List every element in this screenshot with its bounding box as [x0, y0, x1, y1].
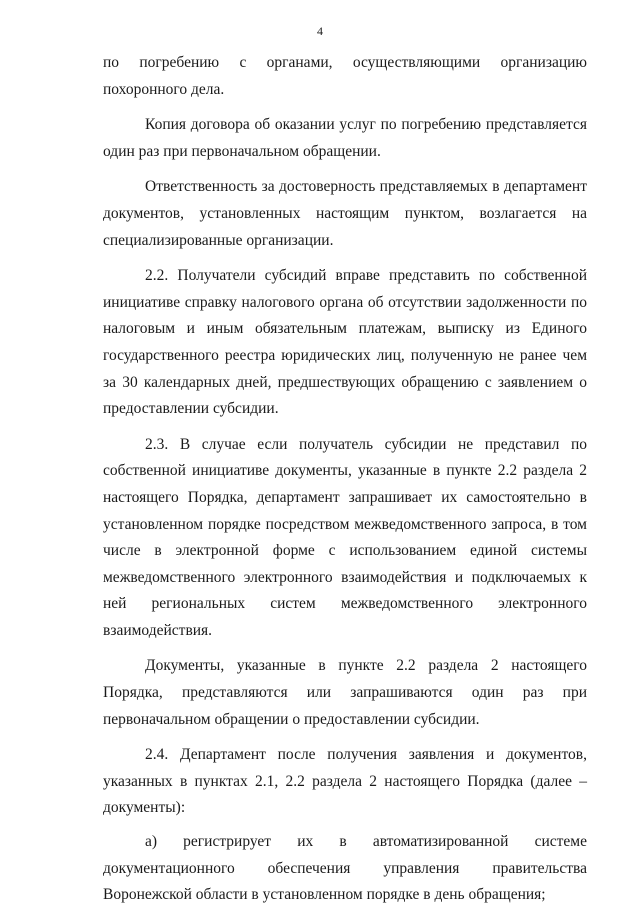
paragraph-2-4: 2.4. Департамент после получения заявления и документов, указанных в пунктах 2.1, 2.2 раздела 2 настоящего Порядка (далее – документы): — [103, 746, 587, 817]
paragraph-responsibility: Ответственность за достоверность представляемых в департамент документов, установленных настоящим пунктом, возлагается на специализированные организации. — [103, 178, 587, 249]
document-body — [103, 50, 587, 918]
paragraph-2-3: 2.3. В случае если получатель субсидии не представил по собственной инициативе документы, указанные в пункте 2.2 раздела 2 настоящего Порядка, департамент запрашивает их самостоятельно в установленном порядке посредством межведомственного запроса, в том числе в электронной форме с использованием единой системы межведомственного электронного взаимодействия и подключаемых к ней региональных систем межведомственного электронного взаимодействия. — [103, 435, 587, 639]
paragraph-continuation: по погребению с органами, осуществляющими организацию похоронного дела. — [103, 54, 587, 98]
paragraph-2-2: 2.2. Получатели субсидий вправе представить по собственной инициативе справку налогового органа об отсутствии задолженности по налоговым и иным обязательным платежам, выписку из Единого государственного реестра юридических лиц, полученную не ранее чем за 30 календарных дней, предшествующих обращению с заявлением о предоставлении субсидии. — [103, 267, 587, 418]
paragraph-item-a: а) регистрирует их в автоматизированной системе документационного обеспечения управления правительства Воронежской области в установленном порядке в день обращения; — [103, 833, 587, 904]
paragraph-contract-copy: Копия договора об оказании услуг по погребению представляется один раз при первоначальном обращении. — [103, 116, 587, 160]
page-number: 4 — [317, 24, 323, 38]
paragraph-documents-once: Документы, указанные в пункте 2.2 раздела 2 настоящего Порядка, представляются или запрашиваются один раз при первоначальном обращении о предоставлении субсидии. — [103, 657, 587, 728]
